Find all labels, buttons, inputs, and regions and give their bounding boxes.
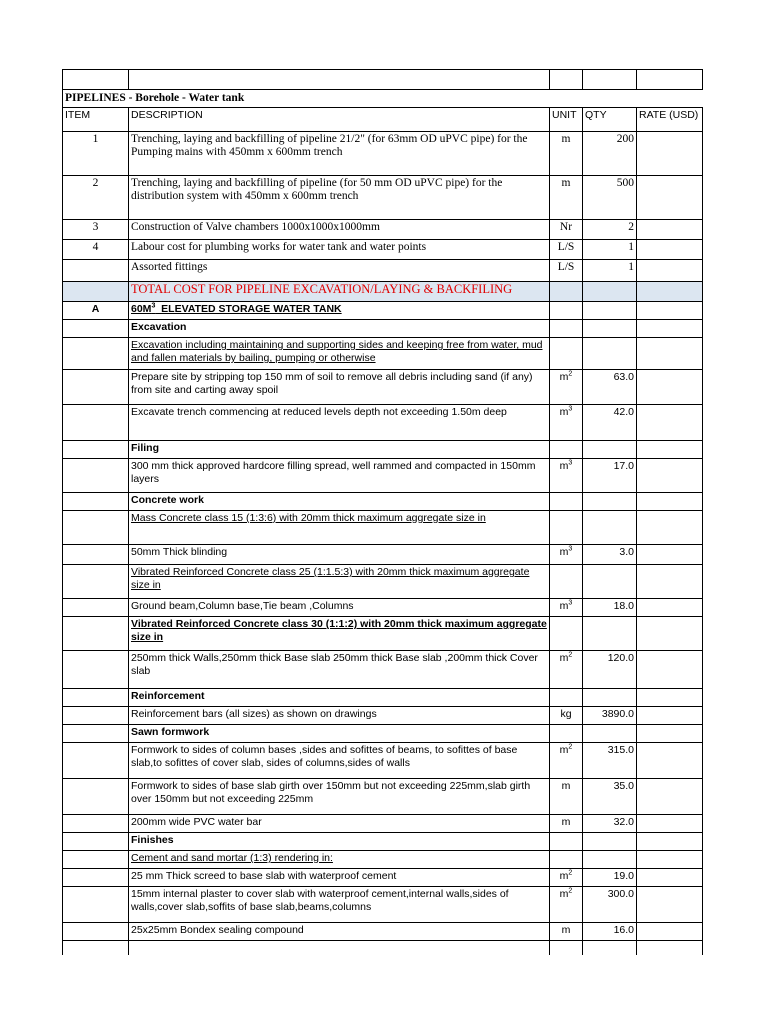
unit-cell[interactable] xyxy=(550,459,583,493)
rate-cell[interactable] xyxy=(637,545,703,565)
table-row xyxy=(63,441,703,459)
table-row xyxy=(63,240,703,260)
table-row xyxy=(63,833,703,851)
item-cell[interactable] xyxy=(63,725,129,743)
item-cell[interactable] xyxy=(63,779,129,815)
qty-cell[interactable]: 42.0 xyxy=(583,405,637,441)
unit-cell[interactable] xyxy=(550,320,583,338)
rate-cell[interactable] xyxy=(637,851,703,869)
unit-text: m xyxy=(559,652,569,664)
table-row xyxy=(63,493,703,511)
item-cell[interactable] xyxy=(63,545,129,565)
qty-cell[interactable]: 16.0 xyxy=(583,923,637,941)
cell[interactable] xyxy=(583,282,637,302)
item-cell[interactable]: 4 xyxy=(63,240,129,260)
item-cell[interactable] xyxy=(63,617,129,651)
unit-cell[interactable] xyxy=(550,617,583,651)
item-cell[interactable]: 1 xyxy=(63,132,129,176)
item-cell[interactable] xyxy=(63,869,129,887)
qty-cell[interactable]: 1 xyxy=(583,260,637,282)
table-row xyxy=(63,851,703,869)
description-cell[interactable]: Excavation including maintaining and supporting sides and keeping free from water, mud and fallen materials by bailing, pumping or otherwise xyxy=(129,338,550,370)
rate-cell[interactable] xyxy=(637,176,703,220)
rate-cell[interactable] xyxy=(637,869,703,887)
item-cell[interactable] xyxy=(63,459,129,493)
qty-cell[interactable]: 17.0 xyxy=(583,459,637,493)
qty-cell[interactable] xyxy=(583,565,637,599)
rate-cell[interactable] xyxy=(637,689,703,707)
unit-cell[interactable] xyxy=(550,887,583,923)
header-rate: RATE (USD) xyxy=(637,108,703,132)
rate-cell[interactable] xyxy=(637,617,703,651)
rate-cell[interactable] xyxy=(637,815,703,833)
item-cell[interactable] xyxy=(63,565,129,599)
description-cell[interactable]: Formwork to sides of column bases ,sides and sofittes of beams, to sofittes of base slab,to sofittes of cover slab, sides of columns,sides of walls xyxy=(129,743,550,779)
header-unit: UNIT xyxy=(550,108,583,132)
qty-cell[interactable]: 500 xyxy=(583,176,637,220)
table-row xyxy=(63,338,703,370)
qty-cell[interactable]: 300.0 xyxy=(583,887,637,923)
table-row xyxy=(63,743,703,779)
qty-cell[interactable] xyxy=(583,689,637,707)
item-cell[interactable]: 3 xyxy=(63,220,129,240)
qty-cell[interactable]: 120.0 xyxy=(583,651,637,689)
qty-cell[interactable]: 2 xyxy=(583,220,637,240)
rate-cell[interactable] xyxy=(637,599,703,617)
rate-cell[interactable] xyxy=(637,833,703,851)
rate-cell[interactable] xyxy=(637,651,703,689)
unit-cell[interactable] xyxy=(550,370,583,405)
qty-cell[interactable] xyxy=(583,511,637,545)
cell[interactable] xyxy=(550,941,583,955)
rate-cell[interactable] xyxy=(637,370,703,405)
sheet-title: PIPELINES - Borehole - Water tank xyxy=(63,90,703,108)
unit-cell[interactable] xyxy=(550,707,583,725)
rate-cell[interactable] xyxy=(637,260,703,282)
description-cell[interactable]: Reinforcement xyxy=(129,689,550,707)
unit-text: m xyxy=(559,888,569,900)
unit-text: m xyxy=(559,371,569,383)
qty-cell[interactable] xyxy=(583,617,637,651)
unit-cell[interactable] xyxy=(550,441,583,459)
description-cell[interactable]: Vibrated Reinforced Concrete class 25 (1:1.5:3) with 20mm thick maximum aggregate size in xyxy=(129,565,550,599)
description-cell[interactable]: Filing xyxy=(129,441,550,459)
unit-sup: 3 xyxy=(568,459,573,467)
rate-cell[interactable] xyxy=(637,887,703,923)
header-item: ITEM xyxy=(63,108,129,132)
qty-cell[interactable]: 3.0 xyxy=(583,545,637,565)
qty-cell[interactable] xyxy=(583,851,637,869)
unit-text: m xyxy=(561,780,571,792)
unit-sup: 2 xyxy=(568,887,573,895)
item-cell[interactable] xyxy=(63,707,129,725)
table-row xyxy=(63,405,703,441)
description-cell[interactable]: 50mm Thick blinding xyxy=(129,545,550,565)
unit-text: m xyxy=(559,744,569,756)
table-row xyxy=(63,176,703,220)
unit-cell[interactable] xyxy=(550,599,583,617)
cell[interactable] xyxy=(637,282,703,302)
item-cell[interactable] xyxy=(63,493,129,511)
table-row xyxy=(63,887,703,923)
unit-cell[interactable] xyxy=(550,493,583,511)
table-row xyxy=(63,617,703,651)
cell[interactable] xyxy=(550,282,583,302)
unit-cell[interactable] xyxy=(550,923,583,941)
description-cell[interactable]: Finishes xyxy=(129,833,550,851)
rate-cell[interactable] xyxy=(637,132,703,176)
unit-text: m xyxy=(561,924,571,936)
unit-cell[interactable] xyxy=(550,651,583,689)
unit-cell[interactable]: L/S xyxy=(550,240,583,260)
cell[interactable] xyxy=(583,302,637,320)
unit-sup: 3 xyxy=(568,405,573,413)
qty-cell[interactable]: 3890.0 xyxy=(583,707,637,725)
unit-cell[interactable] xyxy=(550,815,583,833)
table-row xyxy=(63,725,703,743)
cell[interactable] xyxy=(550,70,583,90)
unit-sup: 2 xyxy=(568,869,573,877)
cell[interactable] xyxy=(129,70,550,90)
cell[interactable] xyxy=(550,302,583,320)
qty-cell[interactable]: 32.0 xyxy=(583,815,637,833)
cell[interactable] xyxy=(583,70,637,90)
description-cell[interactable]: Cement and sand mortar (1:3) rendering in: xyxy=(129,851,550,869)
qty-cell[interactable] xyxy=(583,725,637,743)
unit-text: m xyxy=(559,460,569,472)
section-title[interactable] xyxy=(129,302,550,320)
item-cell[interactable] xyxy=(63,511,129,545)
cell[interactable] xyxy=(637,302,703,320)
description-cell[interactable]: Ground beam,Column base,Tie beam ,Columns xyxy=(129,599,550,617)
rate-cell[interactable] xyxy=(637,493,703,511)
unit-cell[interactable] xyxy=(550,743,583,779)
cell[interactable] xyxy=(637,941,703,955)
table-row xyxy=(63,370,703,405)
qty-cell[interactable]: 18.0 xyxy=(583,599,637,617)
item-cell[interactable] xyxy=(63,370,129,405)
rate-cell[interactable] xyxy=(637,779,703,815)
unit-cell[interactable] xyxy=(550,405,583,441)
description-cell[interactable]: Mass Concrete class 15 (1:3:6) with 20mm thick maximum aggregate size in xyxy=(129,511,550,545)
table-row xyxy=(63,815,703,833)
description-cell[interactable]: Reinforcement bars (all sizes) as shown on drawings xyxy=(129,707,550,725)
description-cell[interactable]: Trenching, laying and backfilling of pipeline (for 50 mm OD uPVC pipe) for the distribution system with 450mm x 600mm trench xyxy=(129,176,550,220)
section-title-suffix: ELEVATED STORAGE WATER TANK xyxy=(155,303,342,315)
description-cell[interactable]: Excavation xyxy=(129,320,550,338)
item-cell[interactable] xyxy=(63,441,129,459)
qty-cell[interactable] xyxy=(583,320,637,338)
description-cell[interactable]: Concrete work xyxy=(129,493,550,511)
qty-cell[interactable] xyxy=(583,441,637,459)
rate-cell[interactable] xyxy=(637,240,703,260)
unit-cell[interactable] xyxy=(550,851,583,869)
header-row xyxy=(63,108,703,132)
table-row xyxy=(63,511,703,545)
qty-cell[interactable] xyxy=(583,493,637,511)
rate-cell[interactable] xyxy=(637,923,703,941)
total-row xyxy=(63,282,703,302)
unit-cell[interactable] xyxy=(550,779,583,815)
item-cell[interactable] xyxy=(63,599,129,617)
unit-sup: 2 xyxy=(568,370,573,378)
rate-cell[interactable] xyxy=(637,441,703,459)
rate-cell[interactable] xyxy=(637,220,703,240)
table-row xyxy=(63,599,703,617)
total-label[interactable]: TOTAL COST FOR PIPELINE EXCAVATION/LAYING & BACKFILING xyxy=(129,282,550,302)
qty-cell[interactable]: 19.0 xyxy=(583,869,637,887)
description-cell[interactable]: Sawn formwork xyxy=(129,725,550,743)
boq-table xyxy=(62,69,703,955)
description-cell[interactable]: 25x25mm Bondex sealing compound xyxy=(129,923,550,941)
unit-text: m xyxy=(559,546,569,558)
item-cell[interactable] xyxy=(63,651,129,689)
description-cell[interactable]: Formwork to sides of base slab girth over 150mm but not exceeding 225mm,slab girth over 150mm but not exceeding 225mm xyxy=(129,779,550,815)
description-cell[interactable]: Vibrated Reinforced Concrete class 30 (1:1:2) with 20mm thick maximum aggregate size in xyxy=(129,617,550,651)
unit-cell[interactable] xyxy=(550,833,583,851)
description-cell[interactable]: 200mm wide PVC water bar xyxy=(129,815,550,833)
description-cell[interactable]: 300 mm thick approved hardcore filling spread, well rammed and compacted in 150mm layers xyxy=(129,459,550,493)
unit-cell[interactable] xyxy=(550,689,583,707)
table-row xyxy=(63,707,703,725)
section-row xyxy=(63,302,703,320)
table-row xyxy=(63,545,703,565)
section-title-prefix: 60M xyxy=(131,303,152,315)
header-qty: QTY xyxy=(583,108,637,132)
qty-cell[interactable]: 315.0 xyxy=(583,743,637,779)
unit-cell[interactable] xyxy=(550,869,583,887)
unit-cell[interactable]: m xyxy=(550,132,583,176)
unit-sup: 2 xyxy=(568,743,573,751)
description-cell[interactable]: 15mm internal plaster to cover slab with waterproof cement,internal walls,sides of walls,cover slab,soffits of base slab,beams,columns xyxy=(129,887,550,923)
rate-cell[interactable] xyxy=(637,725,703,743)
item-cell[interactable] xyxy=(63,338,129,370)
blank-row xyxy=(63,70,703,90)
qty-cell[interactable] xyxy=(583,338,637,370)
rate-cell[interactable] xyxy=(637,707,703,725)
unit-cell[interactable] xyxy=(550,511,583,545)
unit-text: m xyxy=(559,600,569,612)
description-cell[interactable]: Labour cost for plumbing works for water tank and water points xyxy=(129,240,550,260)
rate-cell[interactable] xyxy=(637,405,703,441)
header-description: DESCRIPTION xyxy=(129,108,550,132)
cell[interactable] xyxy=(637,70,703,90)
item-cell[interactable] xyxy=(63,923,129,941)
rate-cell[interactable] xyxy=(637,511,703,545)
table-row xyxy=(63,220,703,240)
qty-cell[interactable]: 63.0 xyxy=(583,370,637,405)
unit-sup: 2 xyxy=(568,651,573,659)
description-cell[interactable]: Excavate trench commencing at reduced levels depth not exceeding 1.50m deep xyxy=(129,405,550,441)
description-cell[interactable]: 250mm thick Walls,250mm thick Base slab 250mm thick Base slab ,200mm thick Cover slab xyxy=(129,651,550,689)
table-row xyxy=(63,565,703,599)
qty-cell[interactable]: 1 xyxy=(583,240,637,260)
table-row xyxy=(63,260,703,282)
item-cell[interactable] xyxy=(63,815,129,833)
table-row xyxy=(63,689,703,707)
qty-cell[interactable]: 200 xyxy=(583,132,637,176)
description-cell[interactable]: Prepare site by stripping top 150 mm of soil to remove all debris including sand (if any) from site and carting away spoil xyxy=(129,370,550,405)
unit-text: m xyxy=(559,406,569,418)
unit-sup: 3 xyxy=(568,599,573,607)
unit-cell[interactable]: L/S xyxy=(550,260,583,282)
rate-cell[interactable] xyxy=(637,338,703,370)
blank-row xyxy=(63,941,703,955)
description-cell[interactable]: Construction of Valve chambers 1000x1000x1000mm xyxy=(129,220,550,240)
spreadsheet xyxy=(62,69,702,955)
table-row xyxy=(63,132,703,176)
item-cell[interactable] xyxy=(63,320,129,338)
table-row xyxy=(63,869,703,887)
item-cell[interactable] xyxy=(63,405,129,441)
cell[interactable] xyxy=(63,70,129,90)
item-cell[interactable] xyxy=(63,689,129,707)
unit-text: kg xyxy=(560,708,572,720)
unit-cell[interactable] xyxy=(550,565,583,599)
unit-text: m xyxy=(559,870,569,882)
cell[interactable] xyxy=(583,941,637,955)
rate-cell[interactable] xyxy=(637,459,703,493)
unit-cell[interactable] xyxy=(550,725,583,743)
table-row xyxy=(63,923,703,941)
item-cell[interactable] xyxy=(63,260,129,282)
section-item[interactable]: A xyxy=(63,302,129,320)
table-row xyxy=(63,779,703,815)
unit-cell[interactable]: Nr xyxy=(550,220,583,240)
unit-sup: 3 xyxy=(568,545,573,553)
rate-cell[interactable] xyxy=(637,320,703,338)
cell[interactable] xyxy=(129,941,550,955)
qty-cell[interactable] xyxy=(583,833,637,851)
unit-cell[interactable]: m xyxy=(550,176,583,220)
cell[interactable] xyxy=(63,282,129,302)
title-row xyxy=(63,90,703,108)
item-cell[interactable] xyxy=(63,887,129,923)
qty-cell[interactable]: 35.0 xyxy=(583,779,637,815)
item-cell[interactable]: 2 xyxy=(63,176,129,220)
description-cell[interactable]: 25 mm Thick screed to base slab with waterproof cement xyxy=(129,869,550,887)
description-cell[interactable]: Assorted fittings xyxy=(129,260,550,282)
table-row xyxy=(63,320,703,338)
cell[interactable] xyxy=(63,941,129,955)
unit-text: m xyxy=(561,816,571,828)
item-cell[interactable] xyxy=(63,833,129,851)
rate-cell[interactable] xyxy=(637,743,703,779)
item-cell[interactable] xyxy=(63,743,129,779)
section-title-sup: 3 xyxy=(151,302,156,310)
item-cell[interactable] xyxy=(63,851,129,869)
description-cell[interactable]: Trenching, laying and backfilling of pipeline 21/2" (for 63mm OD uPVC pipe) for the Pumping mains with 450mm x 600mm trench xyxy=(129,132,550,176)
unit-cell[interactable] xyxy=(550,545,583,565)
rate-cell[interactable] xyxy=(637,565,703,599)
unit-cell[interactable] xyxy=(550,338,583,370)
table-row xyxy=(63,651,703,689)
table-row xyxy=(63,459,703,493)
